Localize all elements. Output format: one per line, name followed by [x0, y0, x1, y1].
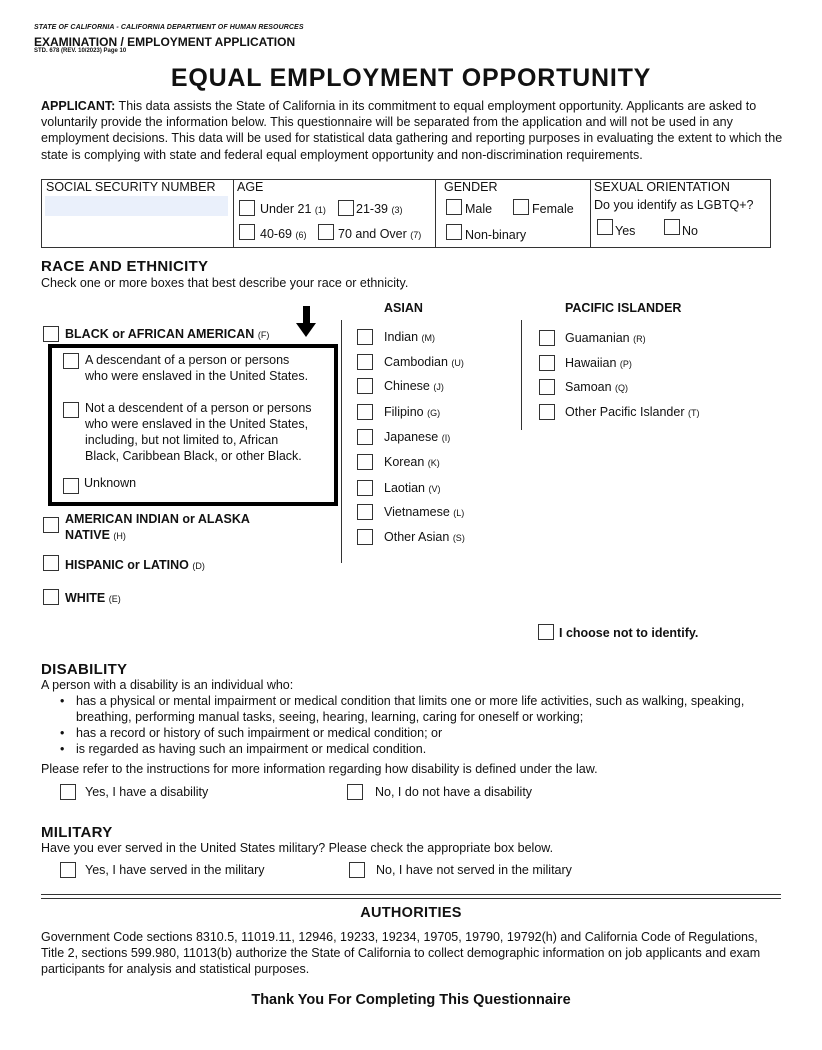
disability-no-checkbox[interactable]	[347, 784, 363, 800]
pacific-option-code: (T)	[687, 408, 700, 418]
asian-heading: ASIAN	[384, 301, 423, 315]
disability-refer-text: Please refer to the instructions for more information regarding how disability is defined under the law.	[41, 762, 598, 776]
authorities-text: Government Code sections 8310.5, 11019.11, 12946, 19233, 19234, 19705, 19790, 19792(h) and California Code of Regulations, Title 2, sections 599.980, 11013(b) authorize the State of California to collect demographic information on job applicants and exam participants for analysis and statistical purposes.	[41, 930, 761, 976]
lgbtq-yes-label: Yes	[615, 224, 636, 238]
asian-option-code: (J)	[433, 382, 444, 392]
column-divider	[341, 320, 342, 563]
asian-option-label: Cambodian	[384, 355, 448, 369]
black-label-text: BLACK or AFRICAN AMERICAN	[65, 327, 255, 341]
pacific-hawaiian-checkbox[interactable]	[539, 355, 555, 371]
asian-korean-checkbox[interactable]	[357, 454, 373, 470]
line: Not a descendent of a person or persons	[85, 401, 312, 415]
age-option-label: 70 and Over	[338, 227, 407, 241]
line	[65, 527, 250, 544]
black-descendant-label	[85, 352, 308, 384]
race-heading: RACE AND ETHNICITY	[41, 258, 209, 275]
age-option-code: (6)	[295, 230, 307, 240]
pacific-option-label: Hawaiian	[565, 356, 617, 370]
line: A descendant of a person or persons	[85, 353, 290, 367]
asian-japanese-checkbox[interactable]	[357, 429, 373, 445]
choose-not-identify-checkbox[interactable]	[538, 624, 554, 640]
black-label	[65, 327, 269, 341]
page-title: EQUAL EMPLOYMENT OPPORTUNITY	[170, 64, 652, 92]
military-heading: MILITARY	[41, 824, 113, 841]
pacific-option	[565, 380, 628, 394]
military-no-checkbox[interactable]	[349, 862, 365, 878]
race-instruction: Check one or more boxes that best describe your race or ethnicity.	[41, 276, 409, 290]
military-no-label: No, I have not served in the military	[376, 863, 572, 877]
line: including, but not limited to, African	[85, 433, 279, 447]
asian-chinese-checkbox[interactable]	[357, 378, 373, 394]
divider	[435, 179, 436, 248]
hispanic-label-text: HISPANIC or LATINO	[65, 558, 189, 572]
lgbtq-no-checkbox[interactable]	[664, 219, 680, 235]
asian-option-code: (V)	[428, 484, 441, 494]
asian-option	[384, 405, 440, 419]
ssn-input[interactable]	[45, 196, 228, 216]
disability-yes-label: Yes, I have a disability	[85, 785, 209, 799]
ssn-label: SOCIAL SECURITY NUMBER	[46, 180, 216, 194]
section-divider	[41, 898, 781, 899]
black-code: (F)	[257, 330, 270, 340]
asian-other-checkbox[interactable]	[357, 529, 373, 545]
divider	[233, 179, 234, 248]
age-option-code: (3)	[391, 205, 403, 215]
asian-option	[384, 330, 435, 344]
age-70-over-checkbox[interactable]	[318, 224, 334, 240]
asian-option-label: Laotian	[384, 481, 426, 495]
asian-indian-checkbox[interactable]	[357, 329, 373, 345]
line: Black, Caribbean Black, or other Black.	[85, 449, 302, 463]
native-checkbox[interactable]	[43, 517, 59, 533]
age-option-code: (1)	[314, 205, 326, 215]
line: AMERICAN INDIAN or ALASKA	[65, 512, 250, 526]
white-label-text: WHITE	[65, 591, 106, 605]
disability-no-label: No, I do not have a disability	[375, 785, 533, 799]
orientation-label: SEXUAL ORIENTATION	[594, 180, 730, 194]
form-name: EXAMINATION / EMPLOYMENT APPLICATION	[34, 35, 296, 49]
age-option-label: 21-39	[356, 202, 388, 216]
lgbtq-no-label: No	[682, 224, 698, 238]
asian-option-code: (S)	[452, 533, 465, 543]
list-item: • has a physical or mental impairment or medical condition that limits one or more life activities, such as walking, speaking, breathing, performing manual tasks, seeing, hearing, learning, caring for oneself or working;	[60, 693, 760, 725]
footer-thanks: Thank You For Completing This Questionnaire	[251, 992, 571, 1008]
authorities-heading: AUTHORITIES	[360, 905, 462, 921]
pacific-option-label: Samoan	[565, 380, 612, 394]
asian-option-code: (G)	[427, 408, 441, 418]
hispanic-checkbox[interactable]	[43, 555, 59, 571]
pacific-samoan-checkbox[interactable]	[539, 379, 555, 395]
age-label: AGE	[237, 180, 264, 194]
pacific-option-label: Guamanian	[565, 331, 630, 345]
divider	[590, 179, 591, 248]
form-id: STD. 678 (REV. 10/2023) Page 10	[34, 48, 127, 54]
military-yes-label: Yes, I have served in the military	[85, 863, 265, 877]
age-option	[260, 227, 306, 241]
native-label-text: NATIVE	[65, 528, 110, 542]
asian-option-label: Vietnamese	[384, 505, 450, 519]
asian-cambodian-checkbox[interactable]	[357, 354, 373, 370]
asian-option-code: (M)	[421, 333, 436, 343]
asian-laotian-checkbox[interactable]	[357, 480, 373, 496]
list-item: • has a record or history of such impairment or medical condition; or	[60, 725, 760, 741]
asian-filipino-checkbox[interactable]	[357, 404, 373, 420]
down-arrow-icon	[303, 306, 310, 324]
hispanic-code: (D)	[192, 561, 205, 571]
gender-nonbinary-checkbox[interactable]	[446, 224, 462, 240]
agency-header: STATE OF CALIFORNIA - CALIFORNIA DEPARTMENT OF HUMAN RESOURCES	[34, 24, 304, 31]
pacific-option-label: Other Pacific Islander	[565, 405, 685, 419]
white-checkbox[interactable]	[43, 589, 59, 605]
section-divider	[41, 894, 781, 895]
hispanic-label	[65, 558, 205, 572]
age-21-39-checkbox[interactable]	[338, 200, 354, 216]
intro-paragraph	[41, 98, 793, 163]
pacific-option-code: (P)	[619, 359, 632, 369]
list-item: • is regarded as having such an impairment or medical condition.	[60, 741, 760, 757]
age-40-69-checkbox[interactable]	[239, 224, 255, 240]
asian-vietnamese-checkbox[interactable]	[357, 504, 373, 520]
pacific-option	[565, 356, 632, 370]
asian-option	[384, 430, 450, 444]
age-option	[356, 202, 402, 216]
age-option-label: 40-69	[260, 227, 292, 241]
gender-male-label: Male	[465, 202, 493, 216]
age-under21-checkbox[interactable]	[239, 200, 255, 216]
line: who were enslaved in the United States.	[85, 369, 309, 383]
column-divider	[521, 320, 522, 430]
pacific-option-code: (Q)	[615, 383, 629, 393]
asian-option-label: Indian	[384, 330, 419, 344]
orientation-question: Do you identify as LGBTQ+?	[594, 198, 754, 212]
disability-heading: DISABILITY	[41, 661, 128, 678]
native-code: (H)	[113, 531, 126, 541]
black-not-descendant-checkbox[interactable]	[63, 402, 79, 418]
gender-female-label: Female	[532, 202, 574, 216]
asian-option	[384, 530, 465, 544]
asian-option-label: Other Asian	[384, 530, 450, 544]
pacific-option	[565, 331, 646, 345]
black-unknown-label: Unknown	[84, 476, 137, 490]
asian-option	[384, 355, 464, 369]
asian-option	[384, 455, 440, 469]
pacific-guamanian-checkbox[interactable]	[539, 330, 555, 346]
line: who were enslaved in the United States,	[85, 417, 309, 431]
lgbtq-yes-checkbox[interactable]	[597, 219, 613, 235]
intro-text: This data assists the State of California in its commitment to equal employment opportunity. Applicants are asked to voluntarily provide the information below. This questionnaire will be separated from the application and will not be used in any employment decisions. This data will be used for statistical data gathering and reporting purposes in evaluating the extent to which the state is complying with state and federal equal employment opportunity and non-discrimination requirements.	[41, 99, 783, 162]
military-question: Have you ever served in the United States military? Please check the appropriate box below.	[41, 841, 554, 855]
pacific-option-code: (R)	[633, 334, 646, 344]
gender-label: GENDER	[444, 180, 498, 194]
white-code: (E)	[108, 594, 121, 604]
military-yes-checkbox[interactable]	[60, 862, 76, 878]
pacific-other-checkbox[interactable]	[539, 404, 555, 420]
disability-criteria-list	[60, 693, 760, 757]
age-option-label: Under 21	[260, 202, 312, 216]
choose-not-identify-label: I choose not to identify.	[559, 626, 699, 640]
down-arrow-head-icon	[296, 323, 316, 337]
black-not-descendant-label	[85, 400, 312, 464]
asian-option-label: Chinese	[384, 379, 430, 393]
black-unknown-checkbox[interactable]	[63, 478, 79, 494]
disability-intro: A person with a disability is an individual who:	[41, 678, 294, 692]
asian-option-label: Korean	[384, 455, 425, 469]
pacific-option	[565, 405, 699, 419]
asian-option-code: (K)	[427, 458, 440, 468]
black-checkbox[interactable]	[43, 326, 59, 342]
asian-option-code: (L)	[453, 508, 465, 518]
asian-option	[384, 505, 464, 519]
native-label	[65, 511, 250, 544]
gender-female-checkbox[interactable]	[513, 199, 529, 215]
intro-lead: APPLICANT:	[41, 99, 116, 113]
age-option	[338, 227, 421, 241]
black-descendant-checkbox[interactable]	[63, 353, 79, 369]
age-option-code: (7)	[410, 230, 422, 240]
asian-option-code: (I)	[441, 433, 451, 443]
asian-option	[384, 481, 441, 495]
asian-option-code: (U)	[451, 358, 464, 368]
white-label	[65, 591, 121, 605]
gender-nonbinary-label: Non-binary	[465, 228, 527, 242]
pacific-heading: PACIFIC ISLANDER	[565, 301, 682, 315]
asian-option	[384, 379, 444, 393]
asian-option-label: Filipino	[384, 405, 424, 419]
disability-yes-checkbox[interactable]	[60, 784, 76, 800]
age-option	[260, 202, 326, 216]
gender-male-checkbox[interactable]	[446, 199, 462, 215]
asian-option-label: Japanese	[384, 430, 439, 444]
